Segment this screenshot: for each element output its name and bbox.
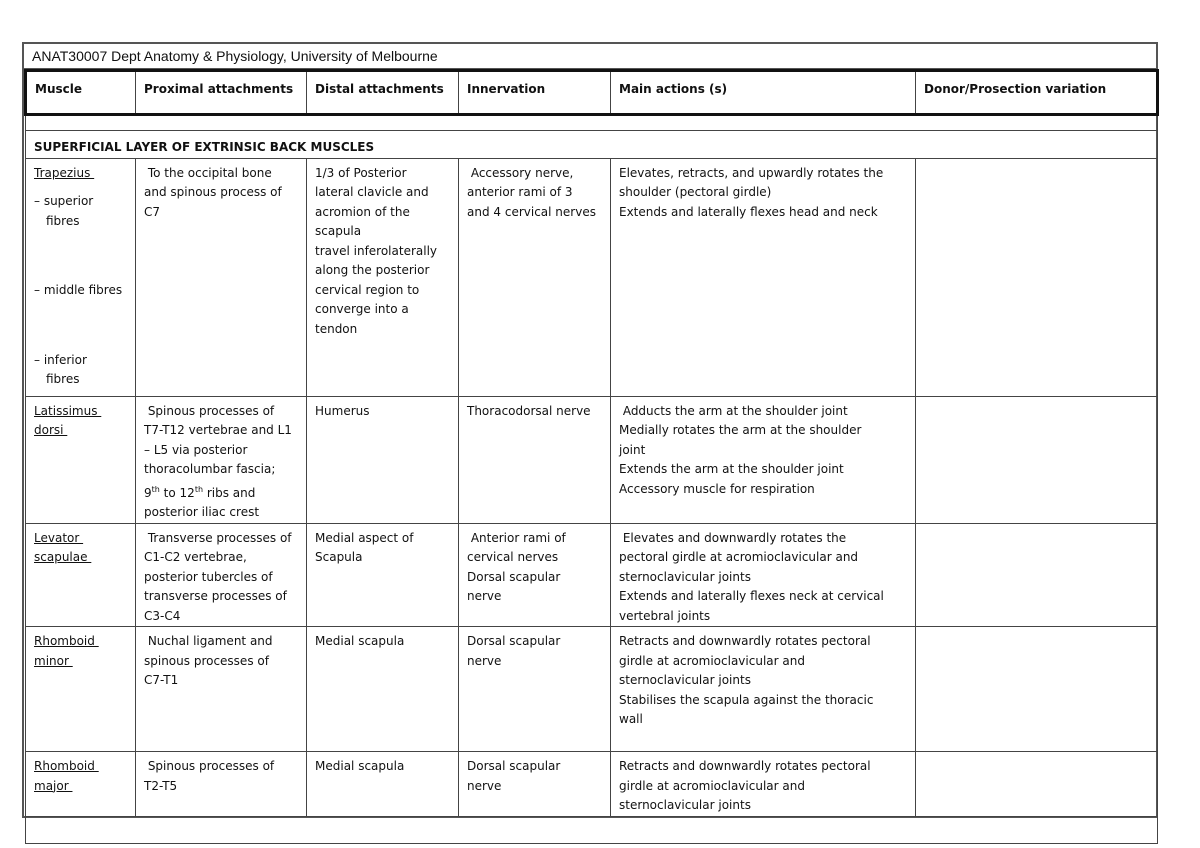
actions-cell: Elevates, retracts, and upwardly rotates the shoulder (pectoral girdle) Extends and laterally flexes head and neck [611, 158, 916, 396]
muscle-name: Levator [34, 530, 84, 545]
muscle-cell [26, 523, 136, 627]
muscle-cell [26, 627, 136, 752]
actions-cell: Adducts the arm at the shoulder joint Medially rotates the arm at the shoulder joint Extends the arm at the shoulder joint Accessory muscle for respiration [611, 396, 916, 523]
table-row [26, 396, 1158, 523]
subpart-label: – superior [34, 194, 94, 208]
proximal-cell: Transverse processes of C1-C2 vertebrae, posterior tubercles of transverse processes of C3-C4 [136, 523, 307, 627]
muscle-name: Latissimus [34, 403, 102, 418]
muscle-cell [26, 158, 136, 396]
muscle-name: scapulae [34, 550, 92, 564]
innervation-cell: Thoracodorsal nerve [459, 396, 611, 523]
actions-cell: Retracts and downwardly rotates pectoral girdle at acromioclavicular and sternoclavicular joints Stabilises the scapula against the thoracic wall [611, 627, 916, 752]
innervation-cell: Dorsal scapular nerve [459, 627, 611, 752]
empty-row [26, 816, 1158, 843]
table-header-row [26, 71, 1158, 115]
distal-cell: Humerus [307, 396, 459, 523]
section-row [26, 131, 1158, 159]
muscle-name: Rhomboid [34, 759, 99, 773]
muscle-table [24, 69, 1159, 844]
muscle-cell [26, 396, 136, 523]
column-header: Distal attachments [307, 71, 459, 115]
variation-cell [916, 396, 1158, 523]
distal-cell: 1/3 of Posterior lateral clavicle and acromion of the scapula travel inferolaterally along the posterior cervical region to converge into a tendon [307, 158, 459, 396]
variation-cell [916, 752, 1158, 817]
subpart-label: – middle fibres [34, 283, 123, 297]
spacer-row [26, 115, 1158, 131]
table-row [26, 752, 1158, 817]
variation-cell [916, 158, 1158, 396]
distal-cell: Medial aspect of Scapula [307, 523, 459, 627]
proximal-cell: To the occipital bone and spinous process of C7 [136, 158, 307, 396]
distal-cell: Medial scapula [307, 627, 459, 752]
innervation-cell: Anterior rami of cervical nerves Dorsal scapular nerve [459, 523, 611, 627]
subpart-label: – inferior [34, 352, 87, 367]
proximal-cell: Spinous processes of T2-T5 [136, 752, 307, 817]
variation-cell [916, 523, 1158, 627]
table-row [26, 523, 1158, 627]
variation-cell [916, 627, 1158, 752]
proximal-cell: Spinous processes of T7-T12 vertebrae and L1 – L5 via posterior thoracolumbar fascia; 9th to 12th ribs and posterior iliac crest [136, 396, 307, 523]
muscle-cell [26, 752, 136, 817]
muscle-name: minor [34, 653, 73, 668]
column-header: Donor/Prosection variation [916, 71, 1158, 115]
document-sheet [22, 42, 1158, 818]
proximal-cell: Nuchal ligament and spinous processes of C7-T1 [136, 627, 307, 752]
column-header: Main actions (s) [611, 71, 916, 115]
column-header: Muscle [26, 71, 136, 115]
document-header: ANAT30007 Dept Anatomy & Physiology, University of Melbourne [24, 44, 1156, 69]
muscle-name: major [34, 778, 73, 793]
table-row [26, 627, 1158, 752]
column-header: Innervation [459, 71, 611, 115]
muscle-name: Trapezius [34, 165, 95, 180]
actions-cell: Retracts and downwardly rotates pectoral girdle at acromioclavicular and sternoclavicular joints [611, 752, 916, 817]
muscle-name: dorsi [34, 423, 68, 437]
innervation-cell: Accessory nerve, anterior rami of 3 and 4 cervical nerves [459, 158, 611, 396]
innervation-cell: Dorsal scapular nerve [459, 752, 611, 817]
subpart-label: fibres [46, 372, 80, 386]
column-header: Proximal attachments [136, 71, 307, 115]
actions-cell: Elevates and downwardly rotates the pectoral girdle at acromioclavicular and sternoclavicular joints Extends and laterally flexes neck at cervical vertebral joints [611, 523, 916, 627]
muscle-name: Rhomboid [34, 634, 99, 648]
section-title: SUPERFICIAL LAYER OF EXTRINSIC BACK MUSCLES [26, 131, 1158, 159]
subpart-label: fibres [46, 213, 80, 228]
table-row [26, 158, 1158, 396]
distal-cell: Medial scapula [307, 752, 459, 817]
